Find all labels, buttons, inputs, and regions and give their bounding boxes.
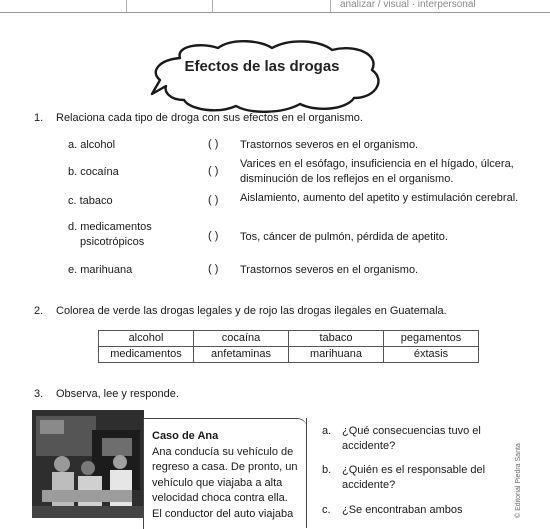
drug-cell[interactable]: cocaína	[194, 331, 289, 347]
q1-number: 1.	[34, 112, 44, 124]
drug-cell[interactable]: éxtasis	[384, 347, 479, 363]
table-row	[99, 347, 479, 363]
accident-photo-image	[32, 410, 144, 518]
drug-cell[interactable]: tabaco	[289, 331, 384, 347]
q3-sub-letter: c.	[322, 504, 331, 516]
q3-sub-letter: a.	[322, 425, 332, 437]
q1-answer-slot[interactable]: ( )	[208, 263, 219, 275]
q1-effect: Trastornos severos en el organismo.	[240, 139, 419, 151]
q3-sub-question: ¿Se encontraban ambos	[342, 504, 463, 516]
q1-effect: Varices en el esófago, insuficiencia en el hígado, úlcera, disminución de los reflejos en el organismo.	[240, 158, 514, 185]
top-tick	[126, 0, 127, 12]
q1-item-label: c. tabaco	[68, 195, 113, 207]
q3-sub-question: ¿Qué consecuencias tuvo el accidente?	[342, 425, 481, 452]
publisher-credit: © Editorial Piedra Santa	[515, 443, 522, 518]
drug-cell[interactable]: alcohol	[99, 331, 194, 347]
q1-item-label-cont: psicotrópicos	[80, 236, 145, 248]
case-title: Caso de Ana	[152, 430, 219, 442]
skills-label: analizar / visual · interpersonal	[340, 0, 476, 10]
q1-answer-slot[interactable]: ( )	[208, 165, 219, 177]
drugs-table	[98, 330, 479, 363]
accident-photo	[32, 410, 144, 518]
table-row	[99, 331, 479, 347]
drug-cell[interactable]: marihuana	[289, 347, 384, 363]
q1-effect: Trastornos severos en el organismo.	[240, 264, 419, 276]
q1-item-label: d. medicamentos	[68, 221, 152, 233]
q3-sub-question: ¿Quién es el responsable del accidente?	[342, 464, 486, 491]
q1-item-label: e. marihuana	[68, 264, 133, 276]
case-text: Ana conducía su vehículo de regreso a casa. De pronto, un vehículo que viajaba a alta velocidad choca contra ella. El conductor del auto viajaba	[152, 446, 298, 520]
top-rule	[0, 12, 550, 13]
q1-answer-slot[interactable]: ( )	[208, 230, 219, 242]
title-cloud-frame	[140, 36, 390, 116]
top-tick	[330, 0, 331, 12]
q1-effect: Tos, cáncer de pulmón, pérdida de apetito.	[240, 231, 448, 243]
q1-effect: Aislamiento, aumento del apetito y estimulación cerebral.	[240, 192, 519, 204]
page-title: Efectos de las drogas	[184, 58, 340, 75]
top-tick	[212, 0, 213, 12]
q3-sub-letter: b.	[322, 464, 332, 476]
q1-item-label: b. cocaína	[68, 166, 119, 178]
q1-text: Relaciona cada tipo de droga con sus efectos en el organismo.	[56, 112, 363, 124]
drug-cell[interactable]: pegamentos	[384, 331, 479, 347]
q1-answer-slot[interactable]: ( )	[208, 138, 219, 150]
q1-answer-slot[interactable]: ( )	[208, 194, 219, 206]
q3-number: 3.	[34, 388, 44, 400]
q2-number: 2.	[34, 305, 44, 317]
drug-cell[interactable]: medicamentos	[99, 347, 194, 363]
q3-text: Observa, lee y responde.	[56, 388, 179, 400]
drug-cell[interactable]: anfetaminas	[194, 347, 289, 363]
q1-item-label: a. alcohol	[68, 139, 116, 151]
q2-text: Colorea de verde las drogas legales y de rojo las drogas ilegales en Guatemala.	[56, 305, 447, 317]
